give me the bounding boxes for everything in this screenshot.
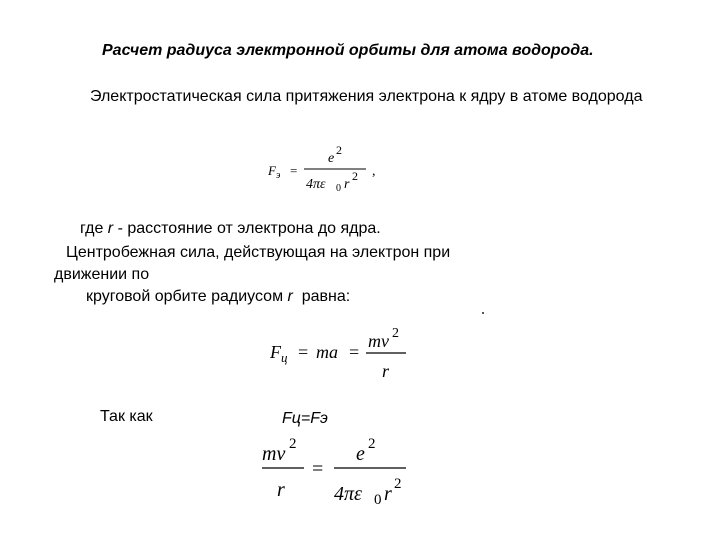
f3-rden-var: r: [384, 483, 392, 505]
stray-dot: [482, 312, 484, 314]
f2-den: r: [382, 361, 390, 381]
intro-text: Электростатическая сила притяжения электрона к ядру в атоме водорода: [90, 88, 643, 105]
f3-rden-pre: 4πε: [334, 483, 362, 505]
f3-rden-sub: 0: [374, 492, 382, 508]
f2-mid: ma: [316, 342, 338, 362]
f1-eq: =: [290, 163, 298, 178]
centripetal-line-3-pre: круговой орбите радиусом: [86, 288, 288, 305]
f1-num: e: [328, 151, 335, 166]
where-text: [80, 220, 381, 238]
f1-trail: ,: [372, 164, 376, 179]
f1-den-exp: 2: [352, 169, 358, 183]
page-title: Расчет радиуса электронной орбиты для атома водорода.: [102, 42, 594, 59]
f3-lnum: mv: [262, 443, 286, 465]
f1-den-pre: 4πε: [306, 177, 326, 192]
f1-lhs: F: [268, 163, 276, 178]
f3-rden-exp: 2: [394, 476, 402, 492]
f1-den-sub: 0: [336, 183, 341, 194]
centripetal-var: r: [287, 288, 293, 305]
f3-rnum: e: [356, 443, 365, 465]
f2-lhs: F: [270, 342, 281, 362]
since-label: Так как: [100, 408, 153, 425]
where-prefix: где: [80, 220, 108, 237]
f2-eq: =: [298, 342, 309, 362]
f1-num-exp: 2: [336, 145, 342, 157]
f3-lden: r: [277, 479, 285, 501]
f2-eq2: =: [349, 342, 360, 362]
since-relation: Fц=Fэ: [282, 410, 328, 427]
f1-den-var: r: [344, 177, 350, 192]
f2-lhs-sub: ц: [281, 350, 288, 365]
centripetal-line-3: [86, 288, 350, 306]
centripetal-line-3-post: равна:: [292, 288, 351, 305]
coulomb-force-formula: [268, 145, 388, 195]
f2-num-exp: 2: [392, 326, 399, 341]
where-rest: - расстояние от электрона до ядра.: [113, 220, 381, 237]
f3-lnum-exp: 2: [289, 436, 297, 452]
f3-eq: =: [312, 458, 324, 480]
f2-num: mv: [368, 331, 389, 351]
where-var: r: [107, 220, 114, 237]
f1-lhs-sub: э: [276, 170, 281, 181]
centripetal-force-formula: [270, 325, 430, 385]
centripetal-line-1: Центробежная сила, действующая на электрон при: [66, 244, 451, 261]
force-equality-formula: [262, 430, 422, 510]
centripetal-line-2: движении по: [54, 266, 150, 283]
f3-rnum-exp: 2: [368, 436, 376, 452]
